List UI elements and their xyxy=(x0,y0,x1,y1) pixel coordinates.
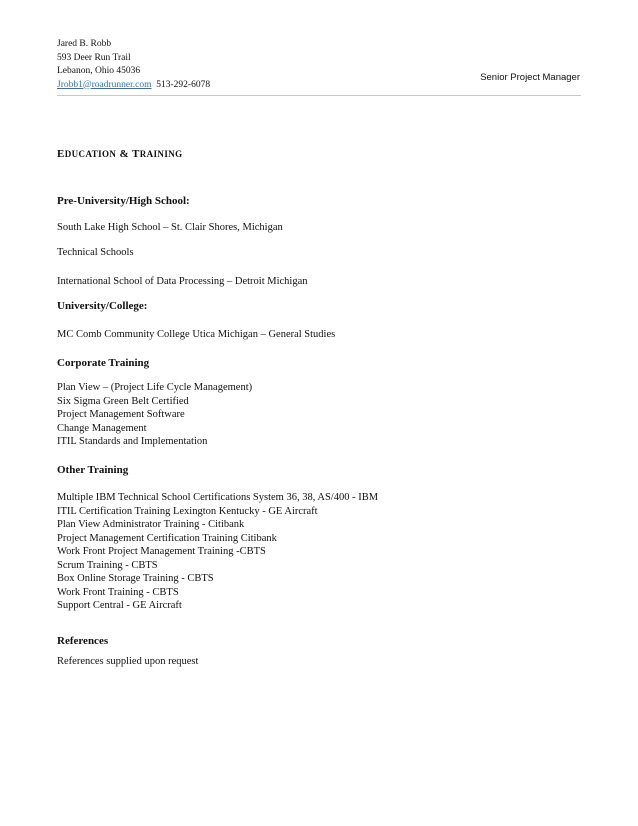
list-item: Project Management Certification Training Citibank xyxy=(57,532,277,544)
list-item: Multiple IBM Technical School Certifications System 36, 38, AS/400 - IBM xyxy=(57,492,379,503)
pre-university-heading: Pre-University/High School: xyxy=(57,195,190,207)
university-heading: University/College: xyxy=(57,300,148,312)
list-item: ITIL Certification Training Lexington Kentucky - GE Aircraft xyxy=(57,505,318,517)
section-title-rest-education: DUCATION xyxy=(64,149,117,159)
other-training-heading: Other Training xyxy=(57,464,129,476)
section-title-education-training xyxy=(57,148,183,160)
list-item: Work Front Project Management Training -CBTS xyxy=(57,546,266,557)
section-title-rest-training: RAINING xyxy=(139,149,183,159)
job-title: Senior Project Manager xyxy=(480,72,580,83)
technical-school-entry: International School of Data Processing – Detroit Michigan xyxy=(57,276,308,287)
technical-schools-label: Technical Schools xyxy=(57,247,134,258)
phone-number: 513-292-6078 xyxy=(156,79,211,90)
references-text: References supplied upon request xyxy=(57,656,199,667)
list-item: Six Sigma Green Belt Certified xyxy=(57,395,189,407)
contact-address-line1: 593 Deer Run Trail xyxy=(57,52,131,63)
list-item: Plan View – (Project Life Cycle Management) xyxy=(57,382,253,393)
references-heading: References xyxy=(57,635,109,647)
section-title-ampersand: & xyxy=(116,148,132,160)
high-school-entry: South Lake High School – St. Clair Shores, Michigan xyxy=(57,222,283,233)
list-item: Scrum Training - CBTS xyxy=(57,559,158,571)
contact-block xyxy=(57,38,210,92)
list-item: Support Central - GE Aircraft xyxy=(57,600,182,611)
contact-name: Jared B. Robb xyxy=(57,39,112,49)
contact-line xyxy=(57,79,210,93)
section-title-cap-t: T xyxy=(131,148,140,160)
email-link[interactable]: Jrobb1@roadrunner.com xyxy=(57,79,152,90)
college-entry: MC Comb Community College Utica Michigan – General Studies xyxy=(57,329,336,340)
list-item: Box Online Storage Training - CBTS xyxy=(57,573,214,584)
corporate-training-list xyxy=(57,381,252,449)
list-item: ITIL Standards and Implementation xyxy=(57,436,208,447)
list-item: Change Management xyxy=(57,422,147,434)
list-item: Plan View Administrator Training - Citibank xyxy=(57,519,245,530)
header-divider xyxy=(57,95,581,96)
list-item: Project Management Software xyxy=(57,409,185,420)
list-item: Work Front Training - CBTS xyxy=(57,586,179,598)
section-title-cap-e: E xyxy=(57,148,65,160)
corporate-training-heading: Corporate Training xyxy=(57,357,150,369)
contact-address-line2: Lebanon, Ohio 45036 xyxy=(57,66,141,76)
other-training-list xyxy=(57,491,378,613)
